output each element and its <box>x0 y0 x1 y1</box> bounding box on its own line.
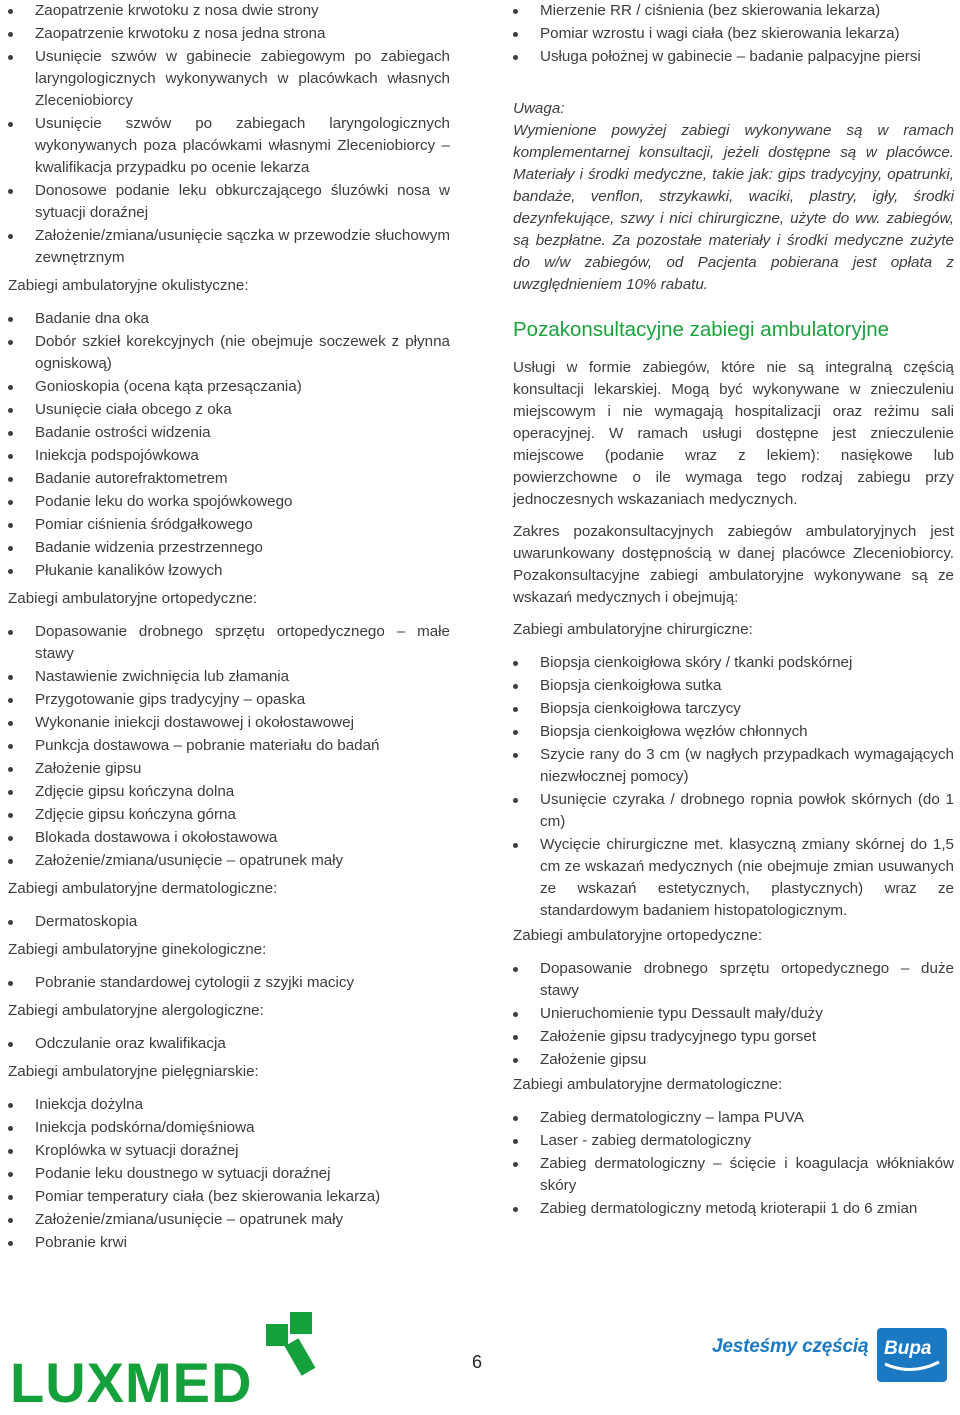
list-item: Założenie gipsu <box>8 758 450 780</box>
intro-paragraph: Usługi w formie zabiegów, które nie są integralną częścią konsultacji lekarskiej. Mogą być wykonywane w znieczuleniu miejscowym i nie wymagają hospitalizacji oraz reżimu sali operacyjnej. W ramach usługi dostępne jest znieczulenie miejscowe (podanie wraz z lekiem): nasiękowe lub powierzchowne o ile wymaga tego rodzaj zabiegu przy jednoczesnych wskazaniach medycznych. <box>513 359 954 508</box>
list-item: Biopsja cienkoigłowa sutka <box>513 675 954 697</box>
list-item: Szycie rany do 3 cm (w nagłych przypadkach wymagających niezwłocznej pomocy) <box>513 744 954 788</box>
pozakonsultacyjne-heading: Pozakonsultacyjne zabiegi ambulatoryjne <box>513 318 890 341</box>
luxmed-logo <box>10 1310 330 1415</box>
section-heading-dermatologiczne: Zabiegi ambulatoryjne dermatologiczne: <box>8 880 278 897</box>
list-item: Założenie gipsu tradycyjnego typu gorset <box>513 1026 954 1048</box>
section-heading-chirurgiczne: Zabiegi ambulatoryjne chirurgiczne: <box>513 621 753 638</box>
list-item: Usunięcie czyraka / drobnego ropnia powłok skórnych (do 1 cm) <box>513 789 954 833</box>
list-item: Iniekcja dożylna <box>8 1094 450 1116</box>
list-item: Założenie/zmiana/usunięcie – opatrunek mały <box>8 1209 450 1231</box>
chirurgiczne-list <box>513 652 954 922</box>
list-item: Dopasowanie drobnego sprzętu ortopedycznego – duże stawy <box>513 958 954 1002</box>
ginekologiczne-list <box>8 972 450 994</box>
note-text: Wymienione powyżej zabiegi wykonywane są w ramach komplementarnej konsultacji, jeżeli dostępne są w placówce. Materiały i środki medyczne, takie jak: gips tradycyjny, opatrunki, bandaże, venflon, strzykawki, waciki, plastry, igły, środki dezynfekujące, szwy i nici chirurgiczne, użyte do ww. zabiegów, są bezpłatne. Za pozostałe materiały i środki medyczne zużyte do w/w zabiegów, od Pacjenta pobierana jest opłata z uwzględnieniem 10% rabatu. <box>513 122 954 293</box>
list-item: Zdjęcie gipsu kończyna dolna <box>8 781 450 803</box>
list-item: Badanie widzenia przestrzennego <box>8 537 450 559</box>
list-item: Punkcja dostawowa – pobranie materiału do badań <box>8 735 450 757</box>
list-item: Pobranie standardowej cytologii z szyjki macicy <box>8 972 450 994</box>
list-item: Biopsja cienkoigłowa węzłów chłonnych <box>513 721 954 743</box>
list-item: Usunięcie ciała obcego z oka <box>8 399 450 421</box>
list-item: Założenie gipsu <box>513 1049 954 1071</box>
list-item: Usługa położnej w gabinecie – badanie palpacyjne piersi <box>513 46 954 68</box>
list-item: Odczulanie oraz kwalifikacja <box>8 1033 450 1055</box>
list-item: Gonioskopia (ocena kąta przesączania) <box>8 376 450 398</box>
left-column <box>8 0 450 1255</box>
list-item: Dobór szkieł korekcyjnych (nie obejmuje soczewek z płynna ogniskową) <box>8 331 450 375</box>
ortopedyczne-right-list <box>513 958 954 1071</box>
list-item: Zaopatrzenie krwotoku z nosa jedna strona <box>8 23 450 45</box>
pielegniarskie-list <box>8 1094 450 1254</box>
list-item: Pomiar ciśnienia śródgałkowego <box>8 514 450 536</box>
ortopedyczne-list <box>8 621 450 872</box>
list-item: Wycięcie chirurgiczne met. klasyczną zmiany skórnej do 1,5 cm ze wskazań medycznych (nie obejmuje zmian usuwanych ze wskazań estetycznych, plastycznych) wraz ze standardowym badaniem histopatologicznym. <box>513 834 954 922</box>
list-item: Założenie/zmiana/usunięcie sączka w przewodzie słuchowym zewnętrznym <box>8 225 450 269</box>
luxmed-logo-icon <box>10 1310 330 1410</box>
section-heading-pielegniarskie: Zabiegi ambulatoryjne pielęgniarskie: <box>8 1063 259 1080</box>
right-intro-list <box>513 0 954 68</box>
list-item: Płukanie kanalików łzowych <box>8 560 450 582</box>
alergologiczne-list <box>8 1033 450 1055</box>
right-column <box>513 0 954 1221</box>
list-item: Iniekcja podskórna/domięśniowa <box>8 1117 450 1139</box>
list-item: Iniekcja podspojówkowa <box>8 445 450 467</box>
list-item: Dopasowanie drobnego sprzętu ortopedycznego – małe stawy <box>8 621 450 665</box>
section-heading-ginekologiczne: Zabiegi ambulatoryjne ginekologiczne: <box>8 941 267 958</box>
section-heading-okulistyczne: Zabiegi ambulatoryjne okulistyczne: <box>8 277 249 294</box>
list-item: Zabieg dermatologiczny – lampa PUVA <box>513 1107 954 1129</box>
note-label: Uwaga: <box>513 100 565 117</box>
list-item: Usunięcie szwów w gabinecie zabiegowym po zabiegach laryngologicznych wykonywanych w placówkach własnych Zleceniobiorcy <box>8 46 450 112</box>
list-item: Mierzenie RR / ciśnienia (bez skierowania lekarza) <box>513 0 954 22</box>
section-heading-ortopedyczne: Zabiegi ambulatoryjne ortopedyczne: <box>8 590 258 607</box>
slogan-text: Jesteśmy częścią <box>712 1336 869 1357</box>
list-item: Pomiar wzrostu i wagi ciała (bez skierowania lekarza) <box>513 23 954 45</box>
list-item: Dermatoskopia <box>8 911 450 933</box>
list-item: Wykonanie iniekcji dostawowej i okołostawowej <box>8 712 450 734</box>
list-item: Badanie ostrości widzenia <box>8 422 450 444</box>
list-item: Blokada dostawowa i okołostawowa <box>8 827 450 849</box>
section-heading-dermatologiczne-right: Zabiegi ambulatoryjne dermatologiczne: <box>513 1076 783 1093</box>
list-item: Biopsja cienkoigłowa tarczycy <box>513 698 954 720</box>
page-number: 6 <box>472 1352 483 1372</box>
list-item: Usunięcie szwów po zabiegach laryngologicznych wykonywanych poza placówkami własnymi Zleceniobiorcy – kwalifikacja przypadku po ocenie lekarza <box>8 113 450 179</box>
list-item: Podanie leku do worka spojówkowego <box>8 491 450 513</box>
list-item: Przygotowanie gips tradycyjny – opaska <box>8 689 450 711</box>
list-item: Założenie/zmiana/usunięcie – opatrunek mały <box>8 850 450 872</box>
page-footer <box>0 1310 960 1414</box>
svg-text:Bupa: Bupa <box>884 1338 932 1359</box>
list-item: Podanie leku doustnego w sytuacji doraźnej <box>8 1163 450 1185</box>
dermatologiczne-list <box>8 911 450 933</box>
list-item: Zabieg dermatologiczny metodą krioterapii 1 do 6 zmian <box>513 1198 954 1220</box>
list-item: Nastawienie zwichnięcia lub złamania <box>8 666 450 688</box>
list-item: Zaopatrzenie krwotoku z nosa dwie strony <box>8 0 450 22</box>
okulistyczne-list <box>8 308 450 582</box>
list-item: Zdjęcie gipsu kończyna górna <box>8 804 450 826</box>
list-item: Donosowe podanie leku obkurczającego śluzówki nosa w sytuacji doraźnej <box>8 180 450 224</box>
list-item: Laser - zabieg dermatologiczny <box>513 1130 954 1152</box>
section-heading-alergologiczne: Zabiegi ambulatoryjne alergologiczne: <box>8 1002 264 1019</box>
scope-paragraph: Zakres pozakonsultacyjnych zabiegów ambulatoryjnych jest uwarunkowany dostępnością w danej placówce Zleceniobiorcy. Pozakonsultacyjne zabiegi ambulatoryjne wykonywane są ze wskazań medycznych i obejmują: <box>513 523 954 606</box>
list-item: Zabieg dermatologiczny – ścięcie i koagulacja włókniaków skóry <box>513 1153 954 1197</box>
section-heading-ortopedyczne-right: Zabiegi ambulatoryjne ortopedyczne: <box>513 927 763 944</box>
left-intro-list <box>8 0 450 269</box>
list-item: Pobranie krwi <box>8 1232 450 1254</box>
svg-text:LUXMED: LUXMED <box>10 1351 253 1410</box>
bupa-logo <box>877 1328 947 1387</box>
list-item: Pomiar temperatury ciała (bez skierowania lekarza) <box>8 1186 450 1208</box>
dermatologiczne-right-list <box>513 1107 954 1220</box>
list-item: Biopsja cienkoigłowa skóry / tkanki podskórnej <box>513 652 954 674</box>
list-item: Badanie dna oka <box>8 308 450 330</box>
list-item: Kroplówka w sytuacji doraźnej <box>8 1140 450 1162</box>
list-item: Badanie autorefraktometrem <box>8 468 450 490</box>
bupa-logo-icon <box>877 1328 947 1382</box>
list-item: Unieruchomienie typu Dessault mały/duży <box>513 1003 954 1025</box>
